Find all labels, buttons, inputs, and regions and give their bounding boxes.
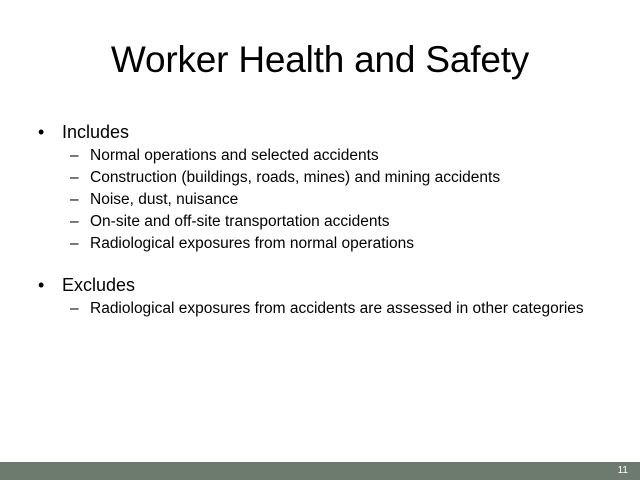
- excludes-sub-list: [38, 298, 608, 320]
- list-item-text: On-site and off-site transportation accidents: [90, 213, 390, 230]
- bullet-dot-icon: •: [38, 275, 45, 295]
- dash-icon: –: [70, 213, 79, 230]
- bullet-heading: Excludes: [62, 275, 136, 295]
- list-item: [38, 167, 608, 189]
- list-item: [38, 233, 608, 255]
- list-item-text: Construction (buildings, roads, mines) and mining accidents: [90, 169, 501, 186]
- section-includes: [38, 120, 608, 255]
- bullet-excludes: [38, 273, 608, 297]
- dash-icon: –: [70, 191, 79, 208]
- list-item: [38, 189, 608, 211]
- list-item: [38, 145, 608, 167]
- dash-icon: –: [70, 235, 79, 252]
- bullet-heading: Includes: [62, 122, 130, 142]
- dash-icon: –: [70, 300, 79, 317]
- footer-bar: [0, 462, 640, 480]
- list-item: [38, 298, 608, 320]
- slide-number: 11: [617, 465, 628, 476]
- list-item-text: Noise, dust, nuisance: [90, 191, 239, 208]
- includes-sub-list: [38, 145, 608, 255]
- bullet-dot-icon: •: [38, 122, 45, 142]
- list-item-text: Radiological exposures from normal operations: [90, 235, 414, 252]
- slide-content: [38, 120, 608, 338]
- dash-icon: –: [70, 169, 79, 186]
- section-excludes: [38, 273, 608, 320]
- dash-icon: –: [70, 147, 79, 164]
- slide-title: Worker Health and Safety: [110, 39, 530, 80]
- bullet-includes: [38, 120, 608, 144]
- list-item: [38, 211, 608, 233]
- list-item-text: Normal operations and selected accidents: [90, 147, 379, 164]
- list-item-text: Radiological exposures from accidents are assessed in other categories: [90, 300, 584, 317]
